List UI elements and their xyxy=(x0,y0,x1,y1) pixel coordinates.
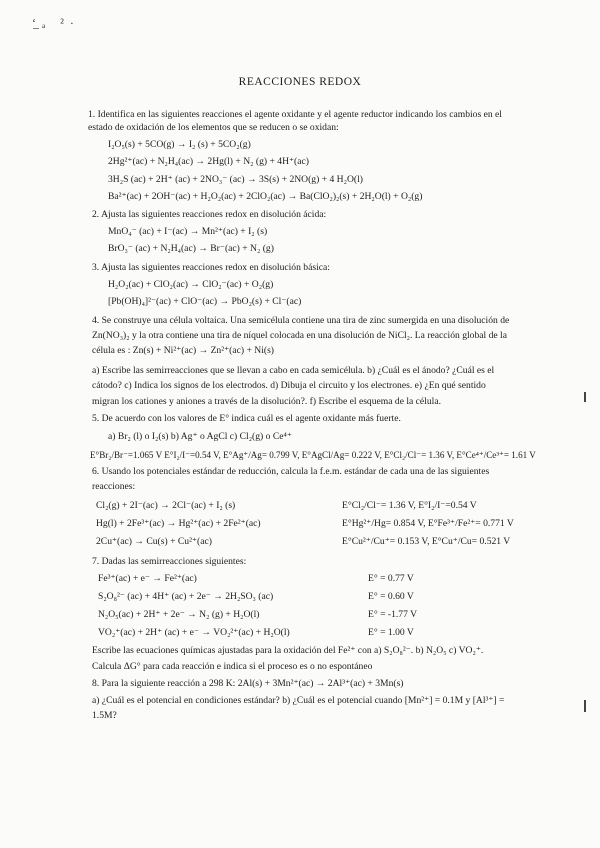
q5-intro: 5. De acuerdo con los valores de E° indica cuál es el agente oxidante más fuerte. xyxy=(92,413,401,424)
q3-intro: 3. Ajusta las siguientes reacciones redox en disolución básica: xyxy=(92,262,330,273)
q7-potential: E° = 0.77 V xyxy=(368,573,414,584)
q1-equation: 3H₂S (ac) + 2H⁺ (ac) + 2NO₃⁻ (ac) → 3S(s) + 2NO(g) + 4 H₂O(l) xyxy=(108,174,363,185)
q6-potentials: E°Cu²⁺/Cu⁺= 0.153 V, E°Cu⁺/Cu= 0.521 V xyxy=(342,536,511,547)
q5-options: a) Br₂ (l) o I₂(s) b) Ag⁺ o AgCl c) Cl₂(g) o Ce⁴⁺ xyxy=(108,431,292,442)
q1-equation: 2Hg²⁺(ac) + N₂H₄(ac) → 2Hg(l) + N₂ (g) + 4H⁺(ac) xyxy=(108,156,309,167)
q4-line: célula es : Zn(s) + Ni²⁺(ac) → Zn²⁺(ac) + Ni(s) xyxy=(92,345,275,356)
scan-edge-mark xyxy=(584,392,586,402)
q7-potential: E° = 0.60 V xyxy=(368,591,414,602)
q8-line: 1.5M? xyxy=(92,710,117,721)
q1-intro-line: 1. Identifica en las siguientes reacciones el agente oxidante y el agente reductor indicando los cambios en el xyxy=(88,109,502,120)
q6-intro-line: reacciones: xyxy=(92,481,136,492)
scan-edge-mark xyxy=(584,700,586,712)
q3-equation: H₂O₂(ac) + ClO₂(ac) → ClO₂⁻(ac) + O₂(g) xyxy=(108,279,274,290)
q4-line: migran los cationes y aniones a través de la disolución?. f) Escribe el esquema de la célula. xyxy=(92,396,441,407)
q4-line: 4. Se construye una célula voltaica. Una semicélula contiene una tira de zinc sumergida en una disolución de xyxy=(92,315,510,326)
q7-potential: E° = -1.77 V xyxy=(368,609,418,620)
q6-potentials: E°Cl₂/Cl⁻= 1.36 V, E°I₂/I⁻=0.54 V xyxy=(342,500,477,511)
q7-reaction: Fe³⁺(ac) + e⁻ → Fe²⁺(ac) xyxy=(98,573,197,584)
q7-intro: 7. Dadas las semirreacciones siguientes: xyxy=(92,556,247,567)
q1-equation: I₂O₅(s) + 5CO(g) → I₂ (s) + 5CO₂(g) xyxy=(108,139,251,150)
q7-text-line: Calcula ΔG° para cada reacción e indica si el proceso es o no espontáneo xyxy=(92,661,373,672)
q6-potentials: E°Hg²⁺/Hg= 0.854 V, E°Fe³⁺/Fe²⁺= 0.771 V xyxy=(342,518,514,529)
q1-equation: Ba²⁺(ac) + 2OH⁻(ac) + H₂O₂(ac) + 2ClO₂(ac) → Ba(ClO₂)₂(s) + 2H₂O(l) + O₂(g) xyxy=(108,191,423,202)
q4-line: Zn(NO₃)₂ y la otra contiene una tira de níquel colocada en una disolución de NiCl₂. La reacción global de la xyxy=(92,330,507,341)
q6-reaction: Hg(l) + 2Fe³⁺(ac) → Hg²⁺(ac) + 2Fe²⁺(ac) xyxy=(96,518,261,529)
q4-line: cátodo? c) Indica los signos de los electrodos. d) Dibuja el circuito y los electrones. e) ¿En qué sentido xyxy=(92,380,486,391)
q6-reaction: Cl₂(g) + 2I⁻(ac) → 2Cl⁻(ac) + I₂ (s) xyxy=(96,500,236,511)
q1-intro-line: estado de oxidación de los elementos que se reducen o se oxidan: xyxy=(88,122,339,133)
corner-mark: ʻ̲ₐ ²· xyxy=(32,16,80,30)
q6-reaction: 2Cu⁺(ac) → Cu(s) + Cu²⁺(ac) xyxy=(96,536,212,547)
q8-line: 8. Para la siguiente reacción a 298 K: 2Al(s) + 3Mn²⁺(ac) → 2Al³⁺(ac) + 3Mn(s) xyxy=(92,678,404,689)
q7-reaction: S₂O₈²⁻ (ac) + 4H⁺ (ac) + 2e⁻ → 2H₂SO₃ (ac) xyxy=(98,591,274,602)
q2-equation: MnO₄⁻ (ac) + I⁻(ac) → Mn²⁺(ac) + I₂ (s) xyxy=(108,226,268,237)
q7-potential: E° = 1.00 V xyxy=(368,627,414,638)
q3-equation: [Pb(OH)₄]²⁻(ac) + ClO⁻(ac) → PbO₂(s) + Cl⁻(ac) xyxy=(108,296,302,307)
q7-text-line: Escribe las ecuaciones químicas ajustadas para la oxidación del Fe²⁺ con a) S₂O₈²⁻. b) N₂O₅ c) VO₂⁺. xyxy=(92,645,484,656)
q5-potentials: E°Br₂/Br⁻=1.065 V E°I₂/I⁻=0.54 V, E°Ag⁺/Ag= 0.799 V, E°AgCl/Ag= 0.222 V, E°Cl₂/Cl⁻= 1.36 V, E°Ce⁴⁺/Ce³⁺= 1.61 V xyxy=(90,450,536,460)
q7-reaction: VO₂⁺(ac) + 2H⁺ (ac) + e⁻ → VO₂²⁺(ac) + H₂O(l) xyxy=(98,627,290,638)
q2-intro: 2. Ajusta las siguientes reacciones redox en disolución ácida: xyxy=(92,209,327,220)
q7-reaction: N₂O₅(ac) + 2H⁺ + 2e⁻ → N₂ (g) + H₂O(l) xyxy=(98,609,260,620)
q8-line: a) ¿Cuál es el potencial en condiciones estándar? b) ¿Cuál es el potencial cuando [Mn²⁺] = 0.1M y [Al³⁺] = xyxy=(92,695,505,706)
q6-intro-line: 6. Usando los potenciales estándar de reducción, calcula la f.e.m. estándar de cada una de las siguientes xyxy=(92,466,490,477)
q4-line: a) Escribe las semirreacciones que se llevan a cabo en cada semicélula. b) ¿Cuál es el ánodo? ¿Cuál es el xyxy=(92,365,495,376)
q2-equation: BrO₃⁻ (ac) + N₂H₄(ac) → Br⁻(ac) + N₂ (g) xyxy=(108,243,274,254)
page-title: REACCIONES REDOX xyxy=(238,76,362,88)
